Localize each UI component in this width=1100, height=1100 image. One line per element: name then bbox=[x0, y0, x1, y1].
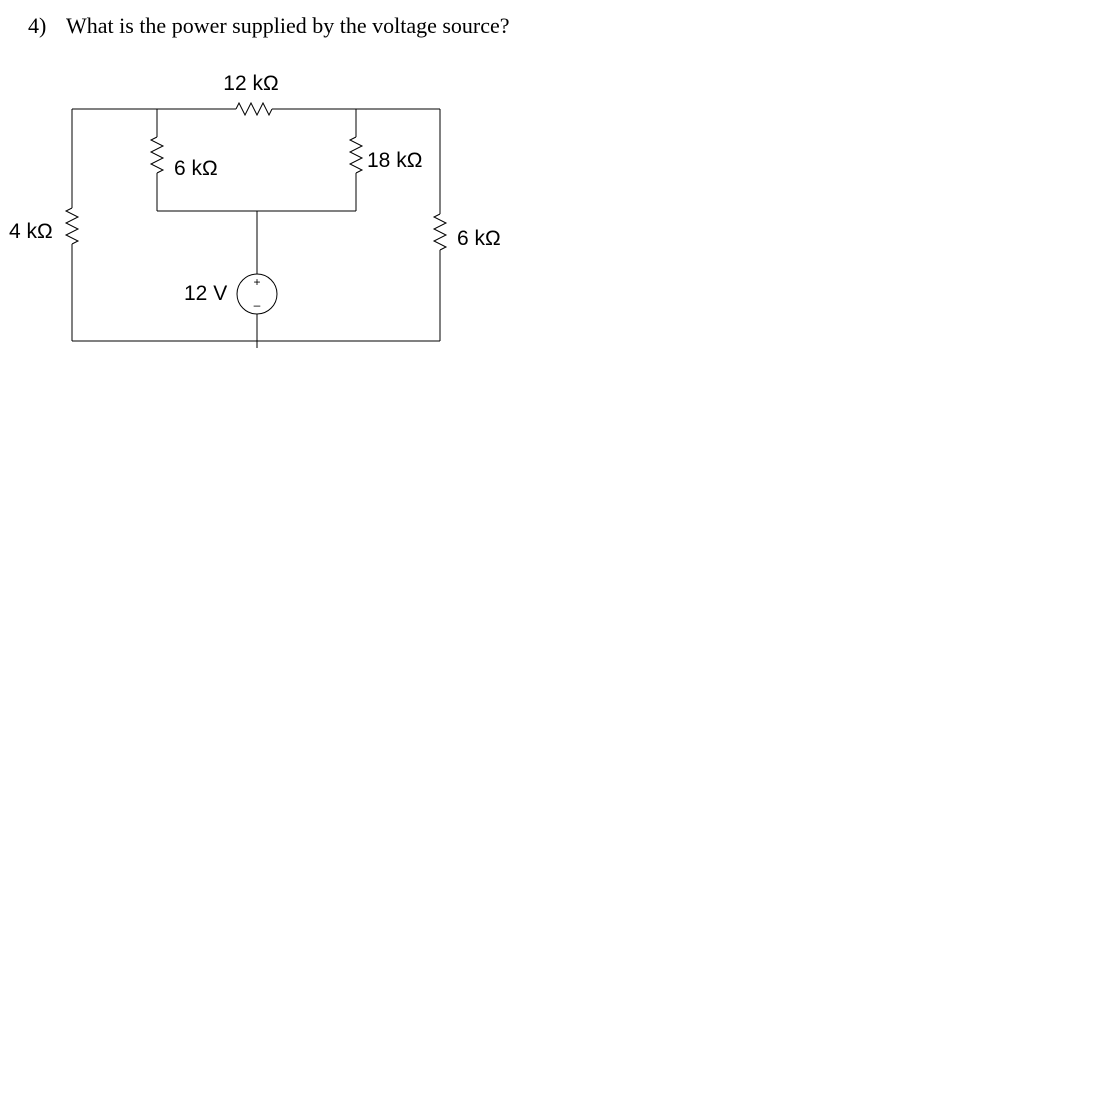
voltage-source-minus: – bbox=[253, 298, 261, 312]
resistor-12k-top bbox=[236, 103, 272, 115]
resistor-4k-outer-left bbox=[66, 208, 78, 244]
label-resistor-12k-top: 12 kΩ bbox=[223, 72, 279, 95]
resistor-6k-inner-left bbox=[151, 137, 163, 173]
resistor-18k-inner-right bbox=[350, 137, 362, 173]
voltage-source-plus: + bbox=[253, 275, 261, 289]
question-number: 4) bbox=[28, 13, 47, 38]
label-resistor-18k-inner-right: 18 kΩ bbox=[367, 149, 423, 172]
label-voltage-source: 12 V bbox=[184, 282, 228, 305]
question-text: What is the power supplied by the voltage source? bbox=[66, 13, 510, 38]
label-resistor-4k-outer-left: 4 kΩ bbox=[9, 220, 53, 243]
label-resistor-6k-outer-right: 6 kΩ bbox=[457, 227, 501, 250]
label-resistor-6k-inner-left: 6 kΩ bbox=[174, 157, 218, 180]
resistor-6k-outer-right bbox=[434, 214, 446, 250]
voltage-source bbox=[237, 274, 277, 314]
